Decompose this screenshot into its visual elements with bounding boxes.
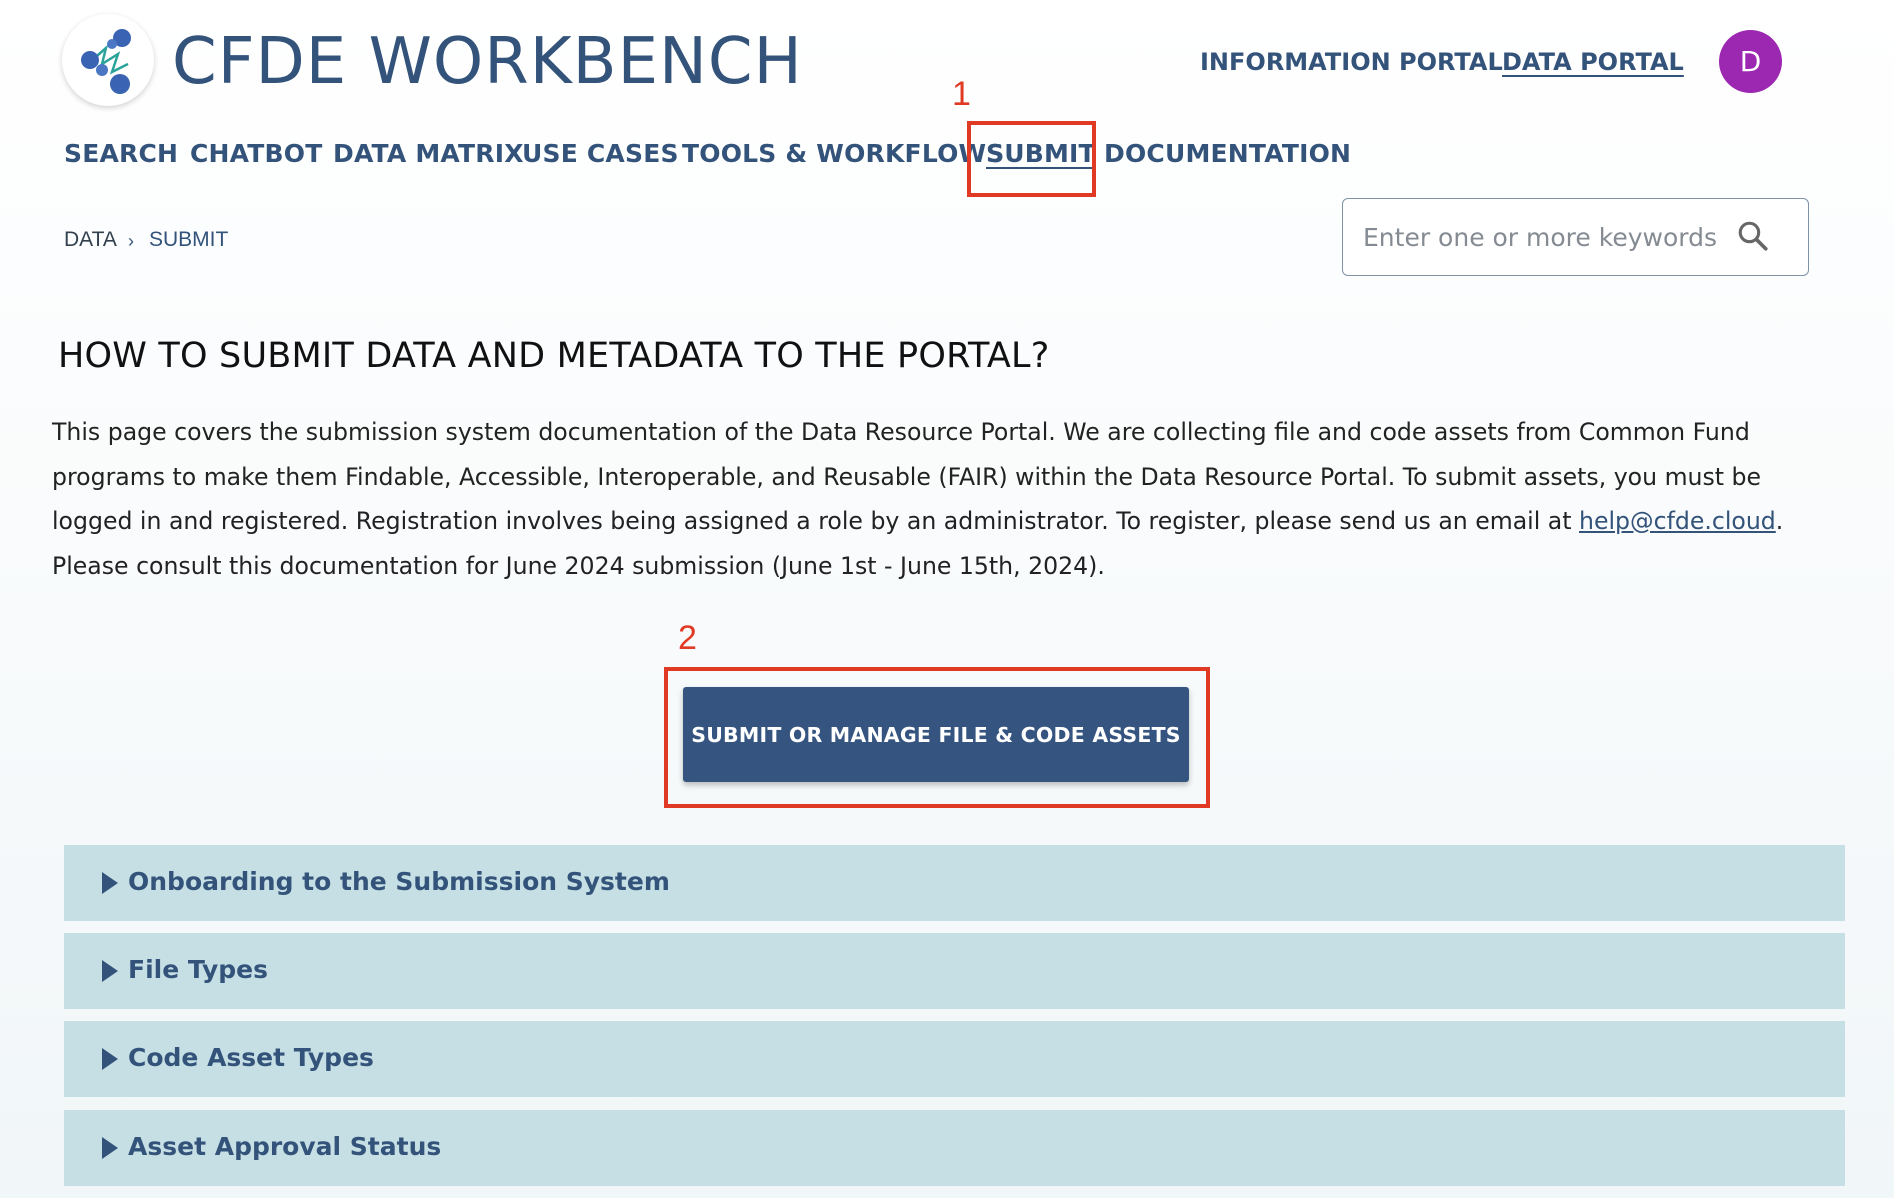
information-portal-link[interactable]: INFORMATION PORTAL [1200,48,1503,76]
accordion-label: Code Asset Types [128,1043,374,1072]
accordion-label: Asset Approval Status [128,1132,442,1161]
accordion-label: Onboarding to the Submission System [128,867,670,896]
data-portal-link[interactable]: DATA PORTAL [1502,48,1684,76]
accordion-file-types[interactable] [64,933,1845,1009]
submit-manage-assets-button[interactable]: SUBMIT OR MANAGE FILE & CODE ASSETS [683,687,1189,782]
accordion-label: File Types [128,955,268,984]
nav-data-matrix[interactable]: DATA MATRIX [333,139,524,168]
breadcrumb-separator: › [128,231,134,251]
nav-documentation[interactable]: DOCUMENTATION [1104,139,1352,168]
breadcrumb-submit[interactable]: SUBMIT [149,228,229,251]
cfde-logo-icon[interactable] [62,14,154,106]
caret-right-icon [102,960,118,982]
accordion-asset-approval-status[interactable] [64,1110,1845,1186]
search-input[interactable] [1363,219,1743,255]
intro-text-start: This page covers the submission system documentation of the Data Resource Portal. We are collecting file and code assets from Common Fund programs to make them Findable, Accessible, Interoperable, and Reusable (FAIR) within the Data Resource Portal. To submit assets, you must be logged in and registered. Registration involves being assigned a role by an administrator. To register, please send us an email at [52,418,1762,535]
page-title: HOW TO SUBMIT DATA AND METADATA TO THE PORTAL? [58,336,1050,376]
caret-right-icon [102,872,118,894]
nav-use-cases[interactable]: USE CASES [522,139,679,168]
caret-right-icon [102,1048,118,1070]
nav-search[interactable]: SEARCH [64,139,179,168]
annotation-number-1: 1 [952,75,971,113]
help-email-link[interactable]: help@cfde.cloud [1579,507,1776,535]
nav-chatbot[interactable]: CHATBOT [190,139,323,168]
caret-right-icon [102,1137,118,1159]
search-box [1342,198,1809,276]
intro-paragraph [52,410,1842,588]
brand-title[interactable]: CFDE WORKBENCH [172,25,803,99]
annotation-number-2: 2 [678,619,697,657]
accordion-onboarding[interactable] [64,845,1845,921]
nav-submit[interactable]: SUBMIT [986,139,1096,168]
intro-text-end: . Please consult this documentation for June 2024 submission (June 1st - June 15th, 2024). [52,507,1784,580]
breadcrumb-data[interactable]: DATA [64,228,117,251]
search-icon[interactable] [1736,219,1770,257]
accordion-code-asset-types[interactable] [64,1021,1845,1097]
user-avatar[interactable]: D [1719,30,1782,93]
annotation-box-1 [967,121,1096,197]
nav-tools-workflows[interactable]: TOOLS & WORKFLOWS [682,139,1005,168]
